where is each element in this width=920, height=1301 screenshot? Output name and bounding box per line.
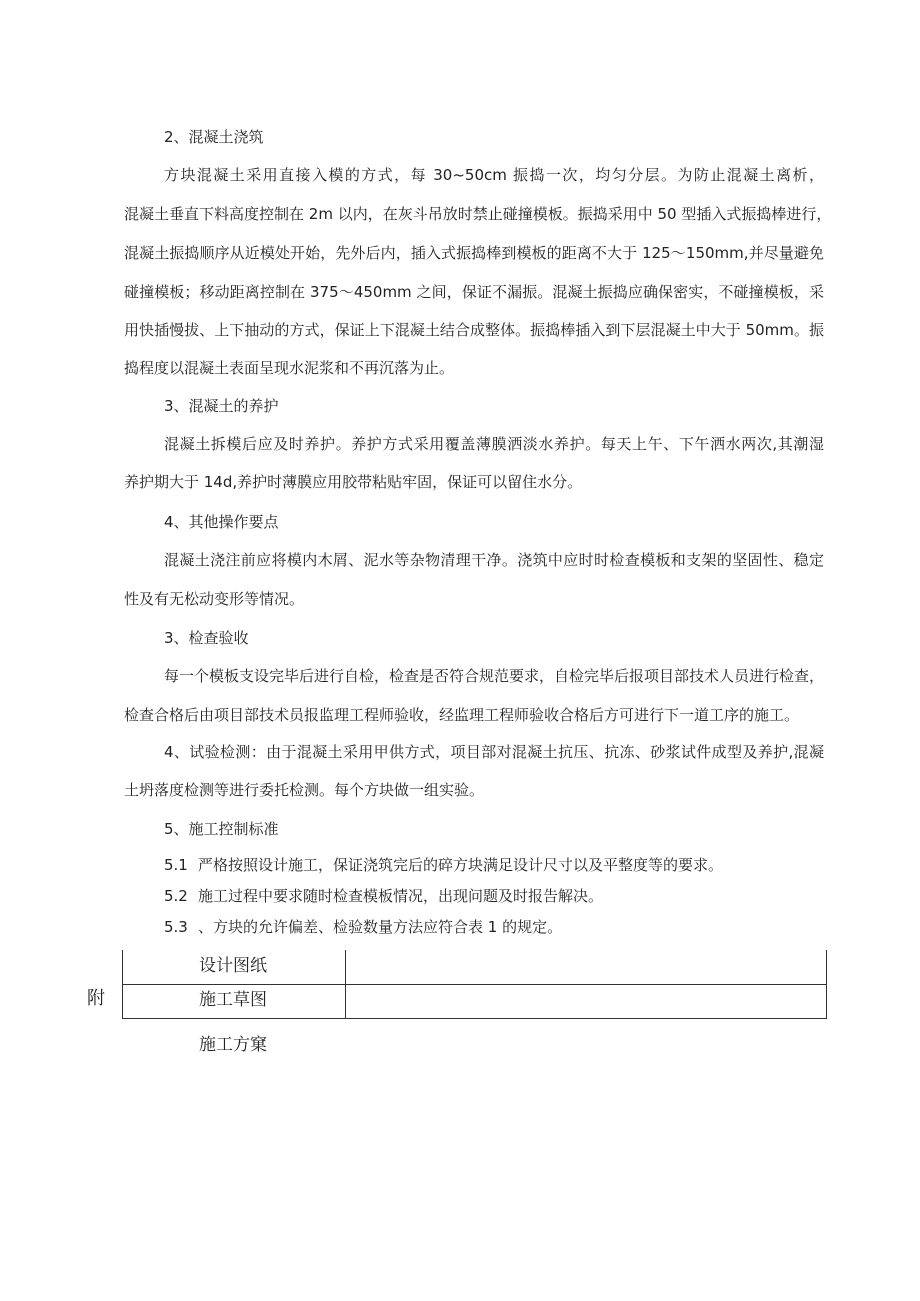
clause-text: 、方块的允许偏差、检验数量方法应符合表 1 的规定。 (198, 918, 563, 936)
attachment-label: 施工草图 (199, 990, 267, 1010)
section-heading: 2、混凝土浇筑 (164, 128, 264, 146)
paragraph-line: 混凝土振捣顺序从近模处开始，先外后内，插入式振捣棒到模板的距离不大于 125～150mm,并尽量避免 (124, 244, 824, 262)
paragraph-line: 土坍落度检测等进行委托检测。每个方块做一组实验。 (124, 781, 485, 799)
attachments-side-label: 附 (87, 988, 105, 1009)
paragraph-line: 碰撞模板；移动距离控制在 375～450mm 之间，保证不漏振。混凝土振捣应确保密实，不碰撞模板，采 (124, 283, 824, 301)
clause-text: 严格按照设计施工，保证浇筑完后的碎方块满足设计尺寸以及平整度等的要求。 (198, 856, 724, 874)
clause-number: 5.1 (164, 856, 188, 874)
attachment-label: 施工方窠 (199, 1035, 267, 1055)
paragraph-line: 每一个模板支设完毕后进行自检，检查是否符合规范要求，自检完毕后报项目部技术人员进行检查， (164, 667, 825, 685)
paragraph-line: 混凝土垂直下料高度控制在 2m 以内，在灰斗吊放时禁止碰撞模板。振捣采用中 50 型插入式振捣棒进行， (124, 205, 832, 223)
clause-number: 5.3 (164, 918, 188, 936)
section-heading: 3、检查验收 (164, 629, 249, 647)
section-heading: 3、混凝土的养护 (164, 397, 279, 415)
attachment-label: 设计图纸 (199, 956, 267, 976)
paragraph-line: 方块混凝土采用直接入模的方式，每 30~50cm 振捣一次，均匀分层。为防止混凝土离析， (164, 166, 824, 184)
paragraph-line: 性及有无松动变形等情况。 (124, 590, 305, 608)
attachments-table (122, 950, 827, 1019)
section-heading: 5、施工控制标准 (164, 820, 279, 838)
paragraph-line: 捣程度以混凝土表面呈现水泥浆和不再沉落为止。 (124, 359, 455, 377)
clause-number: 5.2 (164, 887, 188, 905)
paragraph-line: 用快插慢拔、上下抽动的方式，保证上下混凝土结合成整体。振捣棒插入到下层混凝土中大于 50mm。振 (124, 321, 824, 339)
paragraph-line: 4、试验检测：由于混凝土采用甲供方式，项目部对混凝土抗压、抗冻、砂浆试件成型及养护,混凝 (164, 743, 824, 761)
clause-text: 施工过程中要求随时检查模板情况，出现问题及时报告解决。 (198, 887, 604, 905)
column-divider (345, 950, 346, 1018)
table-row (123, 950, 826, 985)
paragraph-line: 混凝土浇注前应将模内木屑、泥水等杂物清理干净。浇筑中应时时检查模板和支架的坚固性、稳定 (164, 551, 824, 569)
paragraph-line: 混凝土拆模后应及时养护。养护方式采用覆盖薄膜洒淡水养护。每天上午、下午洒水两次,其潮湿 (164, 435, 824, 453)
table-row (123, 984, 826, 1018)
paragraph-line: 养护期大于 14d,养护时薄膜应用胶带粘贴牢固，保证可以留住水分。 (124, 473, 583, 491)
paragraph-line: 检查合格后由项目部技术员报监理工程师验收，经监理工程师验收合格后方可进行下一道工序的施工。 (124, 706, 800, 724)
section-heading: 4、其他操作要点 (164, 513, 279, 531)
